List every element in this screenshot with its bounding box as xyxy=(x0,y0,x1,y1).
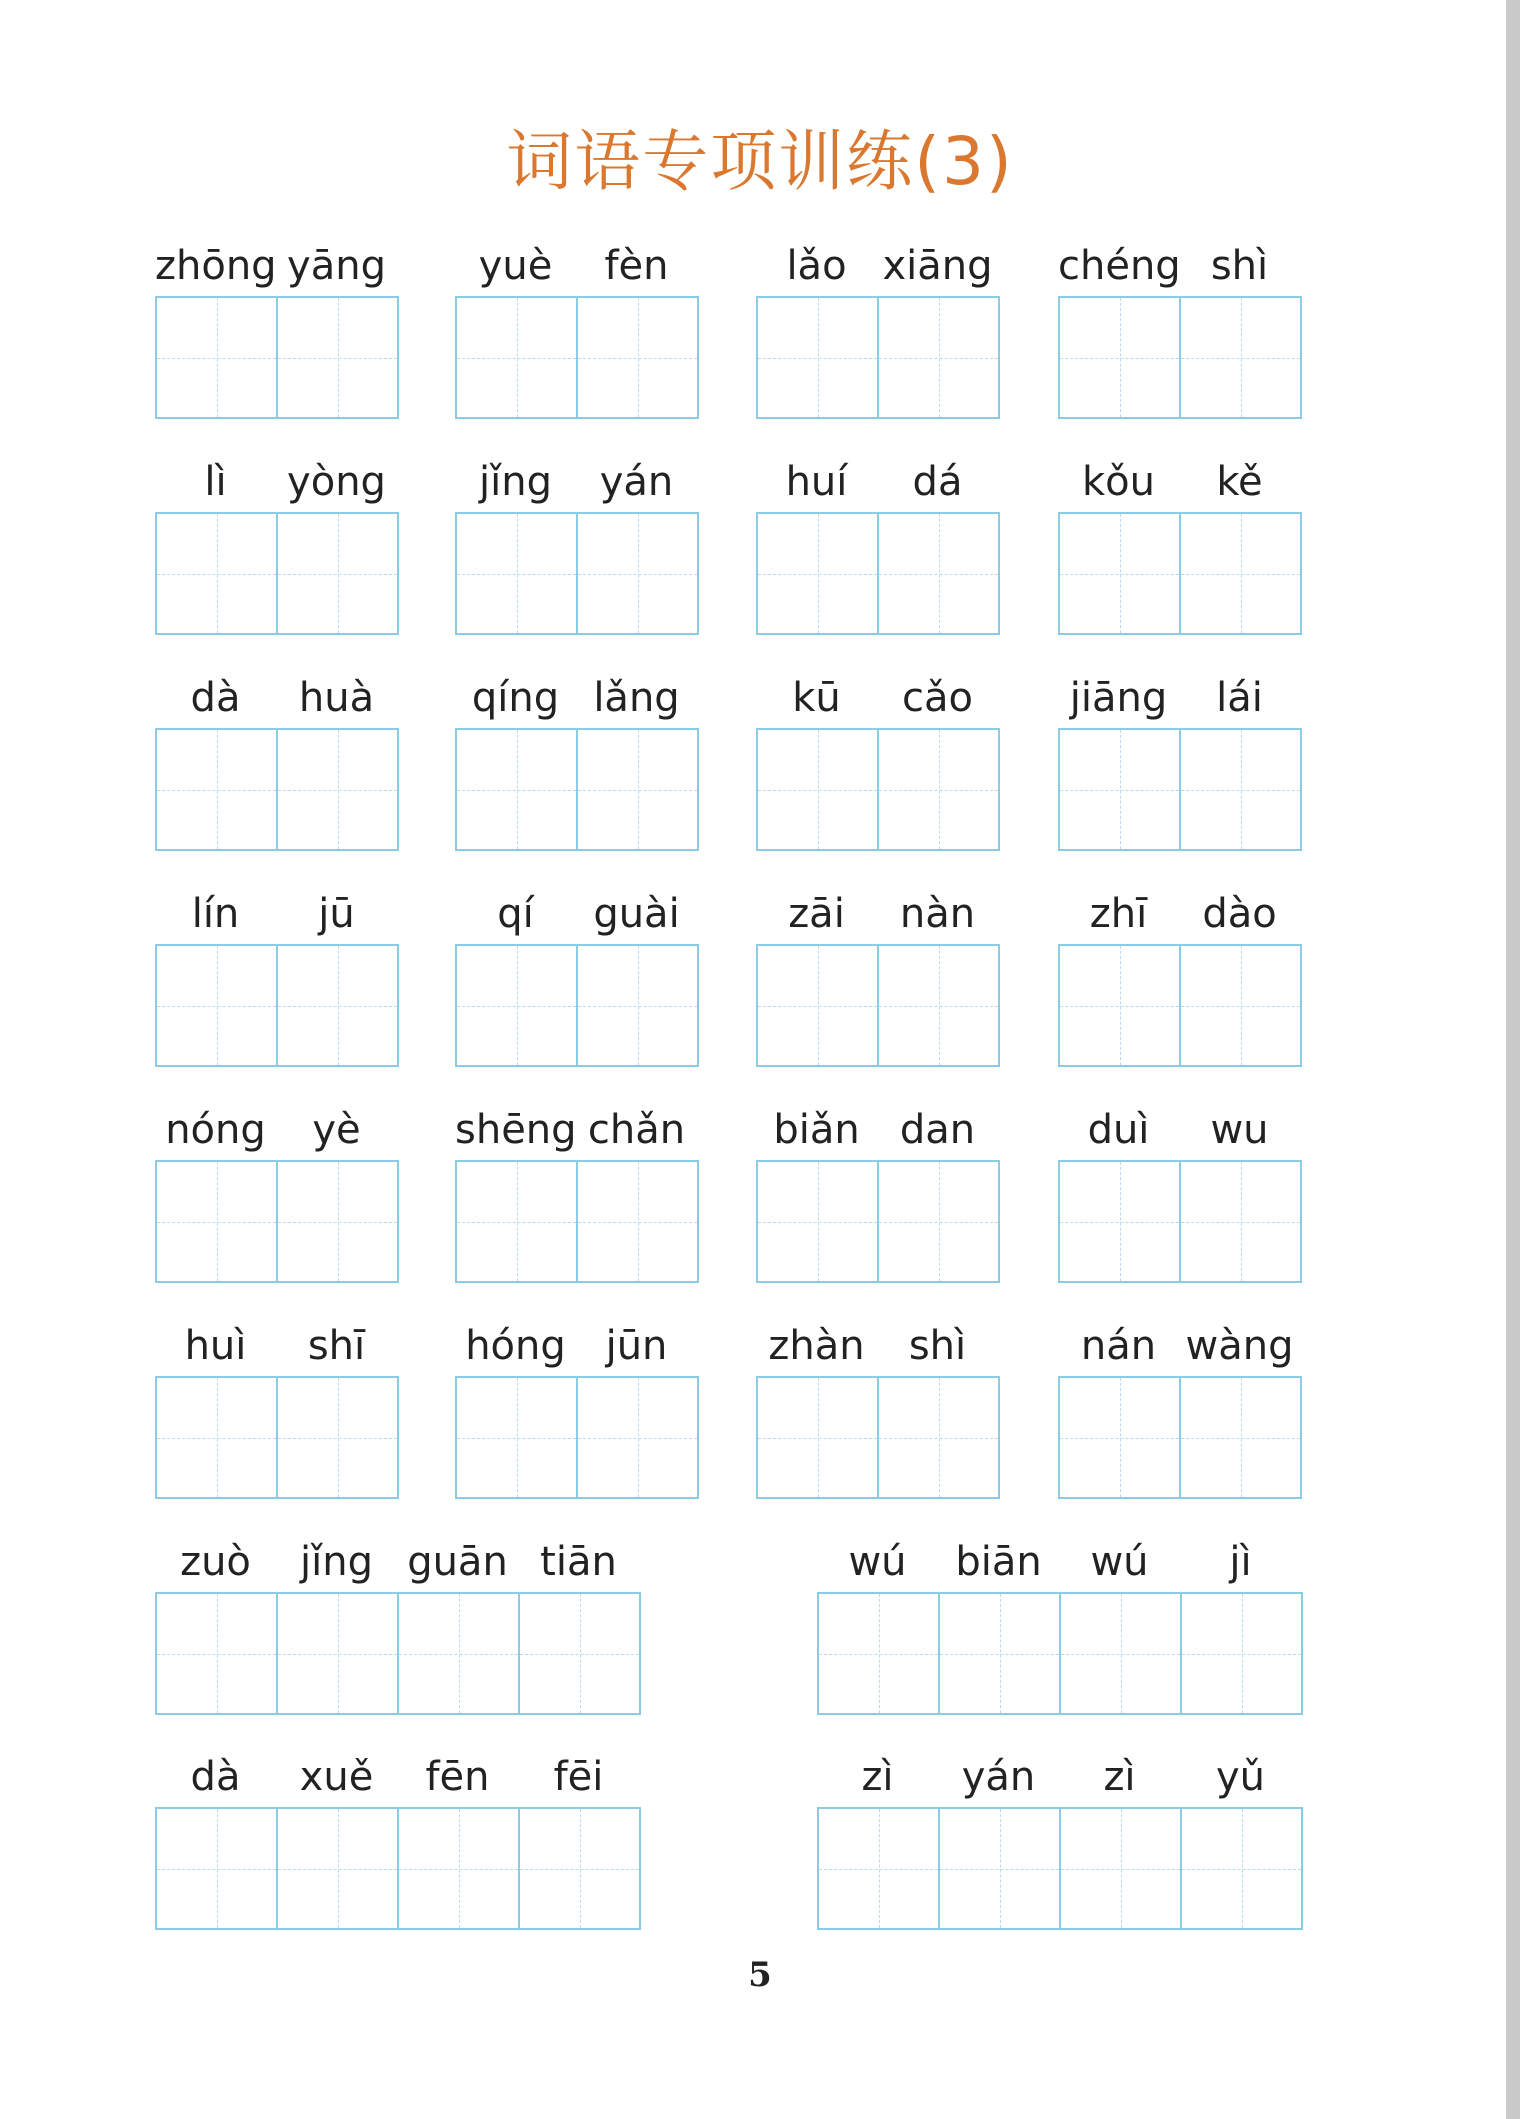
pinyin-syllable: hóng xyxy=(465,1323,566,1369)
writing-grid xyxy=(817,1592,1303,1715)
writing-grid xyxy=(155,944,399,1067)
writing-grid xyxy=(756,1376,1000,1499)
pinyin-row xyxy=(1058,668,1302,728)
pinyin-syllable: lì xyxy=(204,459,227,505)
writing-grid xyxy=(155,728,399,851)
writing-cell[interactable] xyxy=(457,1378,578,1497)
pinyin-syllable: fèn xyxy=(604,243,669,289)
word-group xyxy=(455,452,699,635)
pinyin-row xyxy=(1058,1100,1302,1160)
writing-grid xyxy=(817,1807,1303,1930)
writing-grid xyxy=(155,1160,399,1283)
word-group xyxy=(155,1532,641,1715)
pinyin-syllable: huà xyxy=(298,675,375,721)
writing-cell[interactable] xyxy=(278,1809,399,1928)
writing-cell[interactable] xyxy=(879,730,998,849)
writing-cell[interactable] xyxy=(578,298,697,417)
pinyin-syllable: yǔ xyxy=(1215,1754,1266,1800)
pinyin-syllable: cǎo xyxy=(902,675,973,721)
word-group xyxy=(1058,236,1302,419)
writing-grid xyxy=(155,1807,641,1930)
pinyin-syllable: xuě xyxy=(299,1754,374,1800)
writing-grid xyxy=(756,1160,1000,1283)
word-group xyxy=(455,668,699,851)
writing-grid xyxy=(756,728,1000,851)
writing-cell[interactable] xyxy=(1182,1594,1301,1713)
writing-cell[interactable] xyxy=(157,946,278,1065)
word-group xyxy=(756,236,1000,419)
pinyin-syllable: biǎn xyxy=(773,1107,860,1153)
pinyin-row xyxy=(455,1100,699,1160)
pinyin-syllable: kǒu xyxy=(1082,459,1155,505)
writing-cell[interactable] xyxy=(819,1594,940,1713)
word-group xyxy=(756,668,1000,851)
writing-cell[interactable] xyxy=(1060,946,1181,1065)
pinyin-syllable: zhōng xyxy=(155,243,277,289)
pinyin-syllable: dá xyxy=(912,459,963,505)
writing-cell[interactable] xyxy=(399,1594,520,1713)
writing-cell[interactable] xyxy=(879,1162,998,1281)
writing-cell[interactable] xyxy=(879,1378,998,1497)
writing-cell[interactable] xyxy=(578,514,697,633)
pinyin-syllable: jiāng xyxy=(1069,675,1168,721)
writing-grid xyxy=(455,512,699,635)
pinyin-syllable: chéng xyxy=(1058,243,1181,289)
writing-grid xyxy=(1058,728,1302,851)
pinyin-syllable: nàn xyxy=(899,891,976,937)
pinyin-row xyxy=(756,884,1000,944)
writing-cell[interactable] xyxy=(1060,730,1181,849)
writing-grid xyxy=(455,728,699,851)
writing-cell[interactable] xyxy=(157,1378,278,1497)
writing-cell[interactable] xyxy=(157,1162,278,1281)
pinyin-row xyxy=(817,1747,1303,1807)
writing-cell[interactable] xyxy=(578,946,697,1065)
word-group xyxy=(1058,1316,1302,1499)
pinyin-row xyxy=(155,1100,399,1160)
writing-cell[interactable] xyxy=(278,946,397,1065)
pinyin-row xyxy=(155,1747,641,1807)
pinyin-syllable: tiān xyxy=(540,1539,617,1585)
pinyin-row xyxy=(455,1316,699,1376)
writing-cell[interactable] xyxy=(1181,514,1300,633)
pinyin-syllable: shì xyxy=(1210,243,1269,289)
writing-cell[interactable] xyxy=(1060,298,1181,417)
word-group xyxy=(455,236,699,419)
pinyin-syllable: huí xyxy=(785,459,848,505)
pinyin-syllable: dan xyxy=(899,1107,976,1153)
writing-cell[interactable] xyxy=(520,1809,639,1928)
writing-cell[interactable] xyxy=(758,730,879,849)
writing-cell[interactable] xyxy=(578,1378,697,1497)
writing-grid xyxy=(1058,944,1302,1067)
pinyin-row xyxy=(817,1532,1303,1592)
pinyin-syllable: duì xyxy=(1087,1107,1150,1153)
writing-grid xyxy=(1058,512,1302,635)
pinyin-syllable: shī xyxy=(307,1323,366,1369)
pinyin-row xyxy=(1058,236,1302,296)
pinyin-row xyxy=(455,668,699,728)
pinyin-syllable: guài xyxy=(593,891,680,937)
word-group xyxy=(455,884,699,1067)
pinyin-syllable: xiāng xyxy=(882,243,993,289)
pinyin-syllable: yāng xyxy=(287,243,386,289)
writing-grid xyxy=(455,1160,699,1283)
writing-cell[interactable] xyxy=(157,730,278,849)
pinyin-row xyxy=(756,452,1000,512)
pinyin-row xyxy=(155,884,399,944)
writing-cell[interactable] xyxy=(278,1162,397,1281)
pinyin-row xyxy=(756,1316,1000,1376)
pinyin-row xyxy=(155,452,399,512)
writing-cell[interactable] xyxy=(1061,1594,1182,1713)
writing-cell[interactable] xyxy=(457,946,578,1065)
writing-cell[interactable] xyxy=(1181,946,1300,1065)
writing-cell[interactable] xyxy=(457,298,578,417)
pinyin-syllable: wàng xyxy=(1185,1323,1294,1369)
pinyin-row xyxy=(455,236,699,296)
pinyin-syllable: zì xyxy=(1103,1754,1136,1800)
writing-cell[interactable] xyxy=(457,730,578,849)
pinyin-syllable: chǎn xyxy=(587,1107,686,1153)
word-group xyxy=(1058,1100,1302,1283)
writing-cell[interactable] xyxy=(157,298,278,417)
pinyin-syllable: qíng xyxy=(471,675,560,721)
word-group xyxy=(756,1316,1000,1499)
writing-cell[interactable] xyxy=(157,1594,278,1713)
pinyin-syllable: zuò xyxy=(180,1539,251,1585)
pinyin-syllable: kū xyxy=(792,675,841,721)
writing-cell[interactable] xyxy=(819,1809,940,1928)
pinyin-syllable: zì xyxy=(861,1754,894,1800)
word-group xyxy=(1058,884,1302,1067)
word-group xyxy=(756,884,1000,1067)
writing-cell[interactable] xyxy=(1060,1378,1181,1497)
writing-cell[interactable] xyxy=(940,1809,1061,1928)
writing-grid xyxy=(155,1592,641,1715)
writing-cell[interactable] xyxy=(578,1162,697,1281)
pinyin-row xyxy=(155,1316,399,1376)
pinyin-syllable: lái xyxy=(1216,675,1263,721)
word-group xyxy=(155,1747,641,1930)
page-title: 词语专项训练(3) xyxy=(506,123,1014,200)
pinyin-syllable: kě xyxy=(1216,459,1263,505)
writing-cell[interactable] xyxy=(399,1809,520,1928)
writing-cell[interactable] xyxy=(879,298,998,417)
pinyin-syllable: yuè xyxy=(478,243,553,289)
pinyin-row xyxy=(756,1100,1000,1160)
pinyin-syllable: dào xyxy=(1202,891,1277,937)
writing-cell[interactable] xyxy=(578,730,697,849)
pinyin-syllable: lǎo xyxy=(786,243,847,289)
pinyin-row xyxy=(155,668,399,728)
pinyin-syllable: lín xyxy=(191,891,240,937)
pinyin-syllable: wú xyxy=(848,1539,907,1585)
writing-grid xyxy=(455,944,699,1067)
pinyin-syllable: yè xyxy=(312,1107,361,1153)
writing-grid xyxy=(1058,1160,1302,1283)
pinyin-row xyxy=(1058,1316,1302,1376)
pinyin-syllable: zāi xyxy=(788,891,845,937)
writing-cell[interactable] xyxy=(457,1162,578,1281)
pinyin-row xyxy=(1058,884,1302,944)
writing-cell[interactable] xyxy=(457,514,578,633)
pinyin-syllable: yòng xyxy=(287,459,386,505)
pinyin-syllable: qí xyxy=(497,891,534,937)
pinyin-syllable: nóng xyxy=(165,1107,266,1153)
writing-cell[interactable] xyxy=(157,1809,278,1928)
pinyin-row xyxy=(1058,452,1302,512)
writing-cell[interactable] xyxy=(1181,730,1300,849)
writing-cell[interactable] xyxy=(879,946,998,1065)
pinyin-syllable: jū xyxy=(318,891,355,937)
writing-cell[interactable] xyxy=(1182,1809,1301,1928)
writing-grid xyxy=(756,296,1000,419)
pinyin-row xyxy=(756,668,1000,728)
pinyin-row xyxy=(455,452,699,512)
pinyin-syllable: wú xyxy=(1090,1539,1149,1585)
writing-grid xyxy=(756,512,1000,635)
pinyin-syllable: zhàn xyxy=(768,1323,865,1369)
word-group xyxy=(756,1100,1000,1283)
word-group xyxy=(817,1747,1303,1930)
writing-cell[interactable] xyxy=(278,1594,399,1713)
pinyin-syllable: jǐng xyxy=(300,1539,373,1585)
pinyin-row xyxy=(155,1532,641,1592)
writing-cell[interactable] xyxy=(1181,1162,1300,1281)
writing-cell[interactable] xyxy=(758,1378,879,1497)
writing-cell[interactable] xyxy=(940,1594,1061,1713)
writing-cell[interactable] xyxy=(1060,514,1181,633)
word-group xyxy=(756,452,1000,635)
word-group xyxy=(155,668,399,851)
writing-grid xyxy=(155,512,399,635)
pinyin-syllable: biān xyxy=(955,1539,1042,1585)
word-group xyxy=(817,1532,1303,1715)
pinyin-syllable: jǐng xyxy=(479,459,552,505)
pinyin-syllable: yán xyxy=(961,1754,1036,1800)
word-group xyxy=(455,1100,699,1283)
pinyin-syllable: nán xyxy=(1080,1323,1157,1369)
writing-grid xyxy=(455,296,699,419)
writing-cell[interactable] xyxy=(758,298,879,417)
writing-cell[interactable] xyxy=(157,514,278,633)
word-group xyxy=(155,884,399,1067)
pinyin-syllable: fēi xyxy=(553,1754,604,1800)
writing-grid xyxy=(1058,1376,1302,1499)
page-edge xyxy=(1506,0,1520,2119)
writing-grid xyxy=(756,944,1000,1067)
pinyin-syllable: shēng xyxy=(455,1107,577,1153)
word-group xyxy=(155,236,399,419)
pinyin-syllable: jì xyxy=(1229,1539,1252,1585)
writing-cell[interactable] xyxy=(278,1378,397,1497)
pinyin-syllable: zhī xyxy=(1089,891,1148,937)
writing-grid xyxy=(1058,296,1302,419)
writing-grid xyxy=(155,296,399,419)
pinyin-row xyxy=(155,236,399,296)
pinyin-syllable: guān xyxy=(407,1539,508,1585)
writing-cell[interactable] xyxy=(758,946,879,1065)
writing-cell[interactable] xyxy=(278,730,397,849)
writing-cell[interactable] xyxy=(278,298,397,417)
word-group xyxy=(155,1100,399,1283)
writing-cell[interactable] xyxy=(1061,1809,1182,1928)
word-group xyxy=(1058,452,1302,635)
writing-cell[interactable] xyxy=(1060,1162,1181,1281)
pinyin-row xyxy=(455,884,699,944)
writing-cell[interactable] xyxy=(879,514,998,633)
word-group xyxy=(455,1316,699,1499)
writing-grid xyxy=(455,1376,699,1499)
writing-cell[interactable] xyxy=(278,514,397,633)
writing-cell[interactable] xyxy=(520,1594,639,1713)
writing-cell[interactable] xyxy=(1181,1378,1300,1497)
word-group xyxy=(1058,668,1302,851)
pinyin-syllable: shì xyxy=(908,1323,967,1369)
pinyin-syllable: jūn xyxy=(605,1323,668,1369)
pinyin-syllable: dà xyxy=(190,675,241,721)
pinyin-syllable: lǎng xyxy=(593,675,680,721)
writing-cell[interactable] xyxy=(758,514,879,633)
writing-grid xyxy=(155,1376,399,1499)
pinyin-syllable: huì xyxy=(184,1323,247,1369)
writing-cell[interactable] xyxy=(1181,298,1300,417)
pinyin-row xyxy=(756,236,1000,296)
pinyin-syllable: yán xyxy=(599,459,674,505)
page-number: 5 xyxy=(748,1955,772,1995)
pinyin-syllable: wu xyxy=(1210,1107,1269,1153)
pinyin-syllable: dà xyxy=(190,1754,241,1800)
pinyin-syllable: fēn xyxy=(425,1754,490,1800)
word-group xyxy=(155,1316,399,1499)
writing-cell[interactable] xyxy=(758,1162,879,1281)
word-group xyxy=(155,452,399,635)
